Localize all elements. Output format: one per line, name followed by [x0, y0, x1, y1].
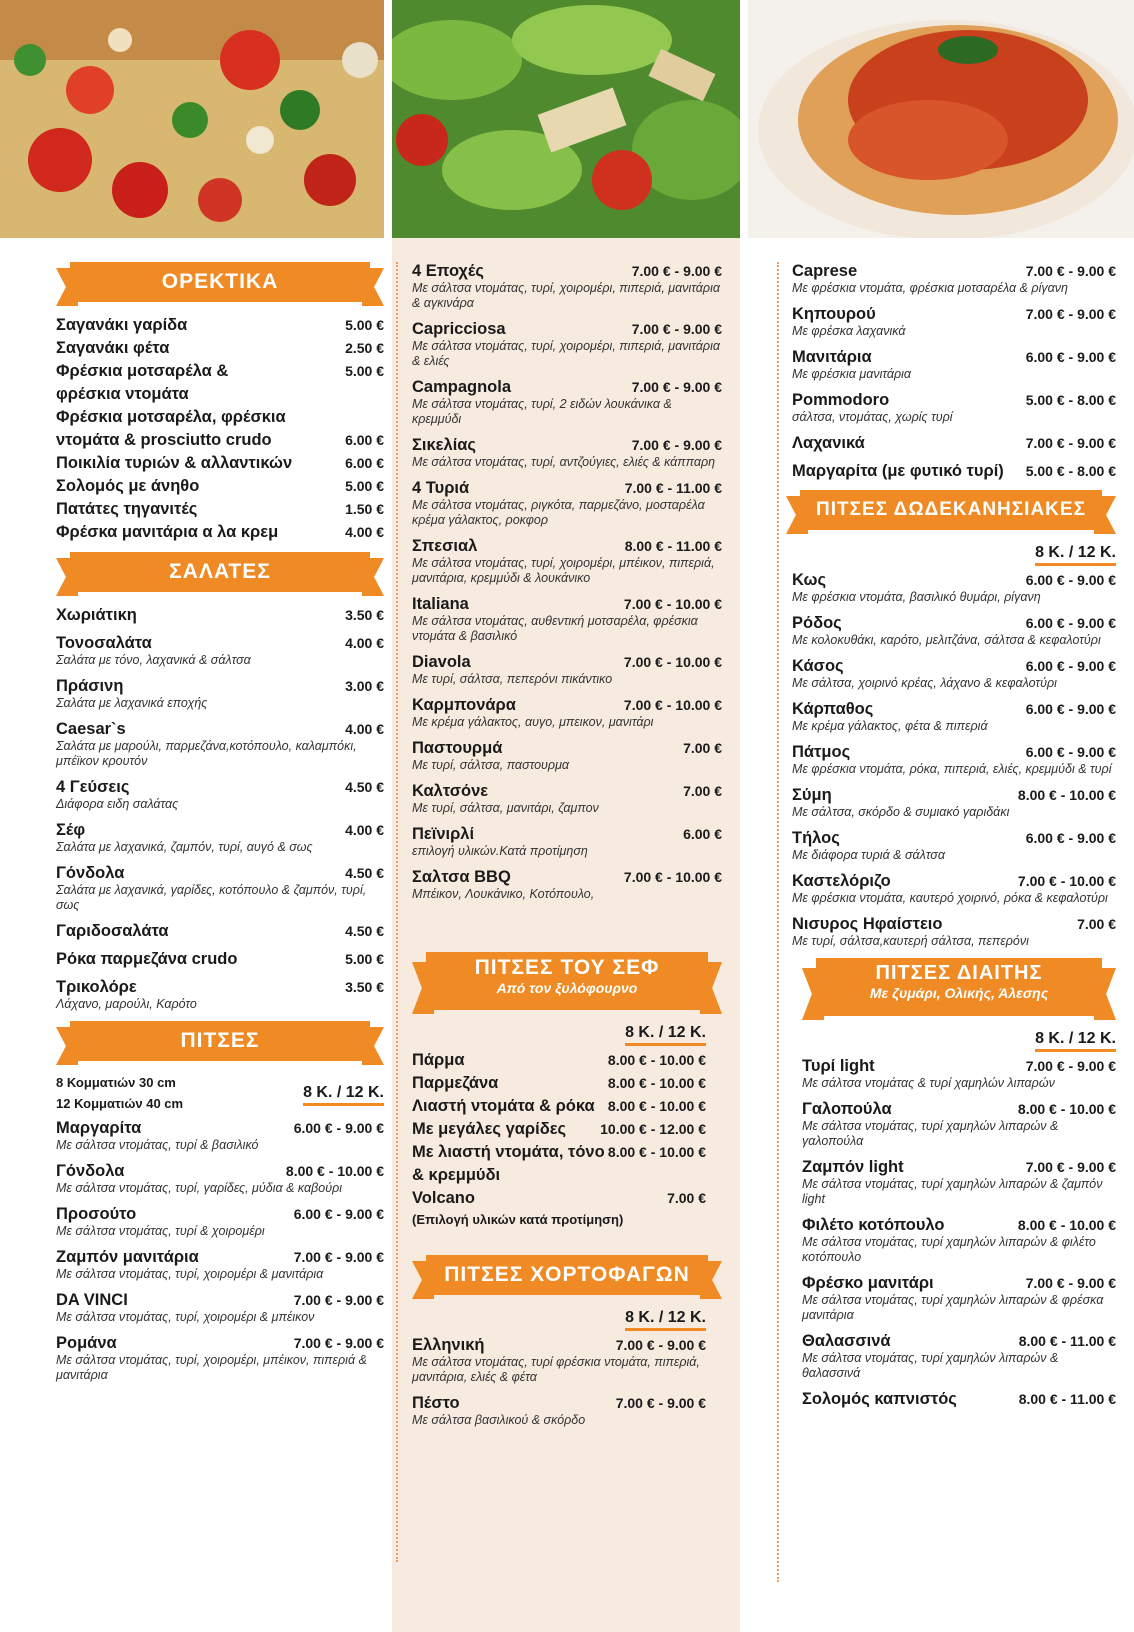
sef-subtitle: Από τον ξυλόφουρνο	[496, 980, 638, 996]
menu-item-name: Παρμεζάνα	[412, 1074, 499, 1092]
menu-item-name: Γόνδολα	[56, 1162, 125, 1180]
menu-item-description: Με κολοκυθάκι, καρότο, μελιτζάνα, σάλτσα & κεφαλοτύρι	[792, 633, 1101, 647]
menu-item-description: Με φρέσκια ντομάτα, βασιλικό θυμάρι, ρίγανη	[792, 590, 1041, 604]
menu-item-price: 5.00 € - 8.00 €	[1025, 463, 1116, 479]
menu-item	[56, 720, 384, 769]
menu-item-name: Προσούτο	[56, 1205, 137, 1223]
menu-item-description: Με διάφορα τυριά & σάλτσα	[792, 848, 945, 862]
menu-item-price: 7.00 €	[683, 783, 722, 799]
menu-item-name: Χωριάτικη	[56, 606, 137, 624]
menu-item-description: Με σάλτσα ντομάτας, ριγκότα, παρμεζάνο, μοσταρέλα κρέμα γάλακτος, ροκφορ	[412, 498, 705, 527]
menu-item-name: Φρέσκια μοτσαρέλα, φρέσκια	[56, 408, 286, 426]
menu-item-price: 8.00 € - 10.00 €	[607, 1052, 706, 1068]
menu-item-name: Μαργαρίτα (με φυτικό τυρί)	[792, 462, 1004, 480]
diet-sizes: 8 Κ. / 12 Κ.	[1035, 1030, 1116, 1052]
menu-item	[56, 978, 384, 1012]
menu-item-price: 8.00 € - 10.00 €	[1017, 1101, 1116, 1117]
menu-item-name: Σικελίας	[412, 436, 477, 454]
menu-item-description: Μπέικον, Λουκάνικο, Κοτόπουλο,	[412, 887, 595, 901]
menu-item-description: Με σάλτσα ντομάτας, τυρί & χοιρομέρι	[56, 1224, 265, 1238]
menu-item-price: 7.00 € - 9.00 €	[293, 1292, 384, 1308]
menu-item-description: Σαλάτα με μαρούλι, παρμεζάνα,κοτόπουλο, καλαμπόκι, μπέϊκον κρουτόν	[56, 739, 357, 768]
menu-item	[56, 1119, 384, 1153]
menu-item-name: Τήλος	[792, 829, 840, 847]
menu-item	[792, 434, 1116, 453]
menu-item	[56, 431, 384, 450]
menu-item	[412, 1051, 706, 1070]
menu-item	[412, 782, 722, 816]
menu-item-name: 4 Τυριά	[412, 479, 470, 497]
menu-item-description: Με κρέμα γάλακτος, αυγο, μπεικον, μανιτάρι	[412, 715, 654, 729]
menu-item-price: 7.00 € - 9.00 €	[615, 1337, 706, 1353]
menu-item-price: 7.00 € - 10.00 €	[623, 697, 722, 713]
menu-item-description: Με σάλτσα βασιλικού & σκόρδο	[412, 1413, 586, 1427]
menu-item-price: 7.00 € - 9.00 €	[293, 1335, 384, 1351]
menu-item-price: 7.00 € - 9.00 €	[631, 263, 722, 279]
menu-item-price: 6.00 € - 9.00 €	[1025, 615, 1116, 631]
menu-item	[56, 523, 384, 542]
menu-item-name: Τρικολόρε	[56, 978, 137, 996]
pitses-sizes: 8 Κ. / 12 Κ.	[303, 1084, 384, 1106]
menu-item	[802, 1274, 1116, 1323]
pitses-info-12: 12 Κομματιών 40 cm	[56, 1096, 184, 1111]
menu-item	[56, 821, 384, 855]
menu-item-price: 8.00 € - 10.00 €	[285, 1163, 384, 1179]
menu-item-price: 4.00 €	[345, 721, 384, 737]
menu-item	[792, 348, 1116, 382]
menu-item-description: Με τυρί, σάλτσα, πεπερόνι πικάντικο	[412, 672, 613, 686]
menu-item-name: Pommodoro	[792, 391, 890, 409]
menu-item-name: Μαργαρίτα	[56, 1119, 142, 1137]
menu-item	[56, 606, 384, 625]
menu-item	[412, 378, 722, 427]
menu-item	[792, 462, 1116, 481]
menu-item-description: Με σάλτσα ντομάτας, τυρί χαμηλών λιπαρών & ζαμπόν light	[802, 1177, 1103, 1206]
menu-item	[56, 477, 384, 496]
menu-item	[792, 571, 1116, 605]
menu-item-name: Σπεσιαλ	[412, 537, 478, 555]
menu-item-price: 8.00 € - 10.00 €	[607, 1144, 706, 1160]
menu-item	[412, 1394, 706, 1428]
sef-sizes: 8 Κ. / 12 Κ.	[625, 1024, 706, 1046]
menu-item-name: Ποικιλία τυριών & αλλαντικών	[56, 454, 293, 472]
menu-item	[412, 1166, 706, 1185]
menu-item-name: Volcano	[412, 1189, 475, 1207]
menu-item	[802, 1057, 1116, 1091]
menu-item-description: Σαλάτα με τόνο, λαχανικά & σάλτσα	[56, 653, 251, 667]
column-1	[56, 262, 384, 1392]
menu-item	[56, 316, 384, 335]
menu-item	[802, 1332, 1116, 1381]
menu-item-name: DA VINCI	[56, 1291, 128, 1309]
menu-item-name: & κρεμμύδι	[412, 1166, 501, 1184]
menu-item	[56, 922, 384, 941]
menu-item-price: 3.50 €	[345, 979, 384, 995]
menu-item-description: Με σάλτσα ντομάτας, τυρί, 2 ειδών λουκάνικα & κρεμμύδι	[412, 397, 672, 426]
menu-item-description: Με σάλτσα, χοιρινό κρέας, λάχανο & κεφαλοτύρι	[792, 676, 1057, 690]
menu-item-description: Με σάλτσα ντομάτας, τυρί χαμηλών λιπαρών & γαλοπούλα	[802, 1119, 1059, 1148]
menu-item-name: Diavola	[412, 653, 471, 671]
menu-item	[56, 950, 384, 969]
menu-item	[792, 743, 1116, 777]
menu-item-name: Με λιαστή ντομάτα, τόνο	[412, 1143, 605, 1161]
menu-item-name: Ζαμπόν μανιτάρια	[56, 1248, 199, 1266]
menu-item-price: 7.00 € - 9.00 €	[1025, 1058, 1116, 1074]
menu-item-name: Ρόδος	[792, 614, 842, 632]
menu-item	[56, 362, 384, 381]
veg-sizes: 8 Κ. / 12 Κ.	[625, 1309, 706, 1331]
menu-item-price: 8.00 € - 10.00 €	[607, 1075, 706, 1091]
orektika-title: ΟΡΕΚΤΙΚΑ	[70, 262, 370, 302]
menu-item	[412, 825, 722, 859]
menu-item-name: Θαλασσινά	[802, 1332, 891, 1350]
menu-item	[56, 1205, 384, 1239]
menu-item-name: Πέστο	[412, 1394, 460, 1412]
veg-list	[412, 1336, 722, 1428]
menu-item-price: 7.00 € - 9.00 €	[631, 437, 722, 453]
menu-item-name: Νισυρος Ηφαίστειο	[792, 915, 943, 933]
menu-item	[792, 915, 1116, 949]
menu-item-description: Με φρέσκια ντομάτα, φρέσκια μοτσαρέλα & ρίγανη	[792, 281, 1068, 295]
menu-item	[56, 1291, 384, 1325]
menu-item	[56, 454, 384, 473]
col3-list	[792, 262, 1116, 481]
menu-item-description: επιλογή υλικών.Κατά προτίμηση	[412, 844, 588, 858]
menu-item-price: 6.00 €	[345, 455, 384, 471]
menu-item-price: 8.00 € - 10.00 €	[1017, 1217, 1116, 1233]
menu-item-price: 7.00 € - 10.00 €	[623, 869, 722, 885]
menu-item	[56, 864, 384, 913]
menu-item-description: Με σάλτσα ντομάτας, τυρί, χοιρομέρι, πιπεριά, μανιτάρια & αγκινάρα	[412, 281, 720, 310]
menu-item	[412, 1074, 706, 1093]
menu-item-description: Με σάλτσα ντομάτας & τυρί χαμηλών λιπαρών	[802, 1076, 1055, 1090]
veg-banner	[412, 1255, 722, 1297]
pitses-list	[56, 1119, 384, 1383]
menu-item-price: 7.00 € - 10.00 €	[623, 654, 722, 670]
menu-item	[412, 595, 722, 644]
menu-item	[56, 677, 384, 711]
menu-item-name: Πεϊνιρλί	[412, 825, 475, 843]
menu-item-price: 7.00 € - 9.00 €	[615, 1395, 706, 1411]
pitses-banner	[56, 1021, 384, 1063]
menu-item	[412, 1189, 706, 1208]
menu-item-price: 6.00 €	[683, 826, 722, 842]
menu-item-name: Φρέσκα μανιτάρια α λα κρεμ	[56, 523, 279, 541]
menu-item-description: Με σάλτσα ντομάτας, τυρί, χοιρομέρι & μπέικον	[56, 1310, 315, 1324]
menu-item-price: 4.50 €	[345, 923, 384, 939]
menu-item-description: Με σάλτσα, σκόρδο & συμιακό γαριδάκι	[792, 805, 1010, 819]
menu-item-description: Με τυρί, σάλτσα, μανιτάρι, ζαμπον	[412, 801, 599, 815]
menu-item-price: 4.00 €	[345, 822, 384, 838]
menu-item-price: 6.00 € - 9.00 €	[1025, 658, 1116, 674]
menu-item-name: 4 Γεύσεις	[56, 778, 130, 796]
menu-item	[792, 700, 1116, 734]
menu-item-description: Με σάλτσα ντομάτας, τυρί, χοιρομέρι, μπέικον, πιπεριά, μανιτάρια, κρεμμύδι & λουκάνικο	[412, 556, 715, 585]
menu-item-name: Ρομάνα	[56, 1334, 117, 1352]
menu-item-name: Πάτμος	[792, 743, 851, 761]
menu-item	[56, 339, 384, 358]
menu-item-name: Καλτσόνε	[412, 782, 489, 800]
sef-title: ΠΙΤΣΕΣ ΤΟΥ ΣΕΦ	[474, 956, 660, 979]
menu-item-name: Φρέσκο μανιτάρι	[802, 1274, 934, 1292]
menu-item-name: Γαλοπούλα	[802, 1100, 892, 1118]
orektika-list	[56, 316, 384, 542]
menu-item	[56, 500, 384, 519]
menu-item-name: Ελληνική	[412, 1336, 485, 1354]
menu-item-name: Σαλτσα BBQ	[412, 868, 511, 886]
menu-item-price: 3.50 €	[345, 607, 384, 623]
menu-item-price: 8.00 € - 11.00 €	[1018, 1333, 1116, 1349]
menu-item-price: 8.00 € - 11.00 €	[1018, 1391, 1116, 1407]
menu-item-price: 7.00 € - 9.00 €	[1025, 1159, 1116, 1175]
menu-item-description: Με σάλτσα ντομάτας, τυρί, χοιρομέρι, πιπεριά, μανιτάρια & ελιές	[412, 339, 720, 368]
menu-item	[412, 653, 722, 687]
veg-title: ΠΙΤΣΕΣ ΧΟΡΤΟΦΑΓΩΝ	[426, 1255, 708, 1295]
menu-item-description: Με σάλτσα ντομάτας, τυρί φρέσκια ντομάτα, πιπεριά, μανιτάρια, ελιές & φέτα	[412, 1355, 700, 1384]
menu-item	[412, 1120, 706, 1139]
salates-banner	[56, 552, 384, 594]
menu-item-price: 5.00 € - 8.00 €	[1025, 392, 1116, 408]
menu-item-name: Ρόκα παρμεζάνα crudo	[56, 950, 238, 968]
menu-item-name: Σύμη	[792, 786, 832, 804]
menu-item-description: σάλτσα, ντομάτας, χωρίς τυρί	[792, 410, 953, 424]
menu-item-name: Τονοσαλάτα	[56, 634, 152, 652]
menu-item	[412, 1143, 706, 1162]
pitses-info-8: 8 Κομματιών 30 cm	[56, 1075, 176, 1090]
menu-item	[792, 872, 1116, 906]
menu-item-price: 4.00 €	[345, 524, 384, 540]
menu-item	[412, 479, 722, 528]
menu-item	[412, 320, 722, 369]
menu-item-name: Italiana	[412, 595, 469, 613]
menu-item	[412, 262, 722, 311]
diet-list	[792, 1057, 1116, 1409]
menu-item-price: 7.00 € - 9.00 €	[631, 321, 722, 337]
menu-item-price: 6.00 € - 9.00 €	[293, 1120, 384, 1136]
menu-item-description: Με φρέσκια μανιτάρια	[792, 367, 912, 381]
menu-item	[792, 262, 1116, 296]
diet-banner	[802, 958, 1116, 1018]
menu-item-name: Γόνδολα	[56, 864, 125, 882]
menu-item	[56, 385, 384, 404]
menu-item-price: 7.00 € - 9.00 €	[293, 1249, 384, 1265]
sef-banner	[412, 952, 722, 1012]
menu-item-price: 7.00 € - 9.00 €	[631, 379, 722, 395]
menu-item-description: Με φρέσκα λαχανικά	[792, 324, 906, 338]
menu-item-price: 6.00 €	[345, 432, 384, 448]
menu-item-price: 6.00 € - 9.00 €	[1025, 572, 1116, 588]
menu-item-price: 5.00 €	[345, 317, 384, 333]
menu-item-description: Με σάλτσα ντομάτας, τυρί, αντζούγιες, ελιές & κάππαρη	[412, 455, 716, 469]
menu-item-price: 6.00 € - 9.00 €	[293, 1206, 384, 1222]
menu-item-name: Καστελόριζο	[792, 872, 891, 890]
menu-item	[792, 305, 1116, 339]
menu-item-price: 8.00 € - 10.00 €	[607, 1098, 706, 1114]
menu-item-price: 7.00 € - 9.00 €	[1025, 1275, 1116, 1291]
menu-item-name: Πράσινη	[56, 677, 124, 695]
menu-item-price: 7.00 € - 9.00 €	[1025, 306, 1116, 322]
menu-item	[56, 1162, 384, 1196]
diet-subtitle: Με ζυμάρι, Ολικής, Άλεσης	[869, 985, 1049, 1001]
diet-title: ΠΙΤΣΕΣ ΔΙΑΙΤΗΣ	[875, 962, 1043, 984]
menu-item-description: Σαλάτα με λαχανικά, γαρίδες, κοτόπουλο & ζαμπόν, τυρί, σως	[56, 883, 367, 912]
menu-item	[802, 1100, 1116, 1149]
menu-item-price: 7.00 € - 10.00 €	[1017, 873, 1116, 889]
menu-item-name: Κάσος	[792, 657, 844, 675]
menu-item-price: 4.00 €	[345, 635, 384, 651]
menu-item-price: 7.00 € - 9.00 €	[1025, 435, 1116, 451]
menu-item	[412, 1336, 706, 1385]
menu-item-description: Λάχανο, μαρούλι, Καρότο	[56, 997, 197, 1011]
menu-item-price: 4.50 €	[345, 779, 384, 795]
menu-item	[412, 739, 722, 773]
menu-item	[412, 537, 722, 586]
menu-item	[56, 634, 384, 668]
menu-item	[792, 657, 1116, 691]
menu-item	[792, 786, 1116, 820]
menu-item	[792, 391, 1116, 425]
menu-item-description: Με σάλτσα ντομάτας, τυρί, χοιρομέρι, μπέικον, πιπεριά & μανιτάρια	[56, 1353, 367, 1382]
menu-item	[792, 614, 1116, 648]
menu-item-price: 4.50 €	[345, 865, 384, 881]
menu-item-price: 6.00 € - 9.00 €	[1025, 830, 1116, 846]
menu-item	[412, 436, 722, 470]
dodek-title: ΠΙΤΣΕΣ ΔΩΔΕΚΑΝΗΣΙΑΚΕΣ	[800, 490, 1102, 530]
menu-item-price: 6.00 € - 9.00 €	[1025, 349, 1116, 365]
menu-item-name: Λαχανικά	[792, 434, 865, 452]
menu-item-name: Μανιτάρια	[792, 348, 872, 366]
menu-item-price: 2.50 €	[345, 340, 384, 356]
dodek-banner	[786, 490, 1116, 532]
menu-item-name: Caesar`s	[56, 720, 126, 738]
menu-item-description: Με σάλτσα ντομάτας, τυρί χαμηλών λιπαρών & θαλασσινά	[802, 1351, 1059, 1380]
menu-item-price: 8.00 € - 11.00 €	[624, 538, 722, 554]
menu-item-name: Πατάτες τηγανιτές	[56, 500, 198, 518]
column-divider	[396, 262, 398, 1562]
menu-item-description: Σαλάτα με λαχανικά εποχής	[56, 696, 208, 710]
menu-item-name: Σέφ	[56, 821, 86, 839]
menu-item-name: Κως	[792, 571, 827, 589]
menu-item-price: 5.00 €	[345, 363, 384, 379]
menu-item-name: Κηπουρού	[792, 305, 876, 323]
menu-item-name: Φιλέτο κοτόπουλο	[802, 1216, 945, 1234]
menu-item-description: Με σάλτσα ντομάτας, αυθεντική μοτσαρέλα, φρέσκια ντομάτα & βασιλικό	[412, 614, 698, 643]
menu-item-price: 7.00 € - 9.00 €	[1025, 263, 1116, 279]
menu-item	[56, 1334, 384, 1383]
menu-item-name: Λιαστή ντομάτα & ρόκα	[412, 1097, 595, 1115]
menu-item-name: Καρμπονάρα	[412, 696, 516, 714]
menu-item-description: Με σάλτσα ντομάτας, τυρί χαμηλών λιπαρών & φρέσκα μανιτάρια	[802, 1293, 1104, 1322]
menu-item-price: 5.00 €	[345, 951, 384, 967]
menu-item-price: 6.00 € - 9.00 €	[1025, 701, 1116, 717]
menu-item-name: Σαγανάκι γαρίδα	[56, 316, 188, 334]
menu-item	[56, 1248, 384, 1282]
dodek-list	[792, 571, 1116, 949]
menu-item-name: Caprese	[792, 262, 858, 280]
menu-item-price: 7.00 €	[1077, 916, 1116, 932]
menu-item-description: Με σάλτσα ντομάτας, τυρί, χοιρομέρι & μανιτάρια	[56, 1267, 324, 1281]
pizza-photo	[0, 0, 384, 238]
menu-item-price: 7.00 €	[683, 740, 722, 756]
column-3	[792, 262, 1116, 1418]
sef-note: (Επιλογή υλικών κατά προτίμηση)	[412, 1212, 624, 1227]
menu-item	[802, 1216, 1116, 1265]
menu-item-description: Με σάλτσα ντομάτας, τυρί χαμηλών λιπαρών & φιλέτο κοτόπουλο	[802, 1235, 1096, 1264]
menu-item-description: Με τυρί, σάλτσα,καυτερή σάλτσα, πεπερόνι	[792, 934, 1029, 948]
menu-item-name: φρέσκια ντομάτα	[56, 385, 189, 403]
menu-item-name: Πάρμα	[412, 1051, 465, 1069]
column-2	[412, 262, 722, 1437]
menu-item-name: Με μεγάλες γαρίδες	[412, 1120, 567, 1138]
menu-item-description: Με σάλτσα ντομάτας, τυρί & βασιλικό	[56, 1138, 259, 1152]
menu-item	[802, 1390, 1116, 1409]
menu-item-price: 5.00 €	[345, 478, 384, 494]
spaghetti-photo	[748, 0, 1134, 238]
salates-title: ΣΑΛΑΤΕΣ	[70, 552, 370, 592]
menu-item	[56, 408, 384, 427]
menu-item	[56, 778, 384, 812]
menu-item-name: Σαγανάκι φέτα	[56, 339, 170, 357]
menu-item	[792, 829, 1116, 863]
menu-item-description: Με φρέσκια ντομάτα, καυτερό χοιρινό, ρόκα & κεφαλοτύρι	[792, 891, 1108, 905]
menu-item-description: Με φρέσκια ντομάτα, ρόκα, πιπεριά, ελιές, κρεμμύδι & τυρί	[792, 762, 1112, 776]
menu-item-description: Με σάλτσα ντομάτας, τυρί, γαρίδες, μύδια & καβούρι	[56, 1181, 343, 1195]
menu-item-name: Campagnola	[412, 378, 512, 396]
sef-list	[412, 1051, 722, 1208]
menu-item-name: Κάρπαθος	[792, 700, 874, 718]
orektika-banner	[56, 262, 384, 304]
menu-item-price: 8.00 € - 10.00 €	[1017, 787, 1116, 803]
dodek-sizes: 8 Κ. / 12 Κ.	[1035, 544, 1116, 566]
menu-item-price: 1.50 €	[345, 501, 384, 517]
menu-item-price: 3.00 €	[345, 678, 384, 694]
menu-item-price: 10.00 € - 12.00 €	[600, 1121, 706, 1137]
salad-photo	[392, 0, 740, 238]
column-divider	[777, 262, 779, 1582]
menu-item-description: Διάφορα ειδη σαλάτας	[56, 797, 179, 811]
menu-item-name: 4 Εποχές	[412, 262, 484, 280]
menu-item-name: ντομάτα & prosciutto crudo	[56, 431, 272, 449]
menu-item-name: Τυρί light	[802, 1057, 875, 1075]
menu-item-description: Με τυρί, σάλτσα, παστουρμα	[412, 758, 570, 772]
pitses-title: ΠΙΤΣΕΣ	[70, 1021, 370, 1061]
menu-item-price: 7.00 € - 10.00 €	[623, 596, 722, 612]
salates-list	[56, 606, 384, 1012]
col2-list	[412, 262, 722, 902]
menu-item-name: Γαριδοσαλάτα	[56, 922, 169, 940]
menu-item-name: Φρέσκια μοτσαρέλα &	[56, 362, 229, 380]
menu-item-price: 7.00 €	[667, 1190, 706, 1206]
menu-item-name: Ζαμπόν light	[802, 1158, 904, 1176]
menu-item-description: Σαλάτα με λαχανικά, ζαμπόν, τυρί, αυγό & σως	[56, 840, 313, 854]
menu-item-description: Με κρέμα γάλακτος, φέτα & πιπεριά	[792, 719, 988, 733]
menu-item	[412, 696, 722, 730]
menu-item-price: 6.00 € - 9.00 €	[1025, 744, 1116, 760]
menu-item	[412, 868, 722, 902]
menu-item-name: Σολομός καπνιστός	[802, 1390, 957, 1408]
menu-item-price: 7.00 € - 11.00 €	[624, 480, 722, 496]
menu-item-name: Σολομός με άνηθο	[56, 477, 200, 495]
menu-item	[802, 1158, 1116, 1207]
menu-item-name: Capricciosa	[412, 320, 506, 338]
menu-item-name: Παστουρμά	[412, 739, 503, 757]
menu-item	[412, 1097, 706, 1116]
